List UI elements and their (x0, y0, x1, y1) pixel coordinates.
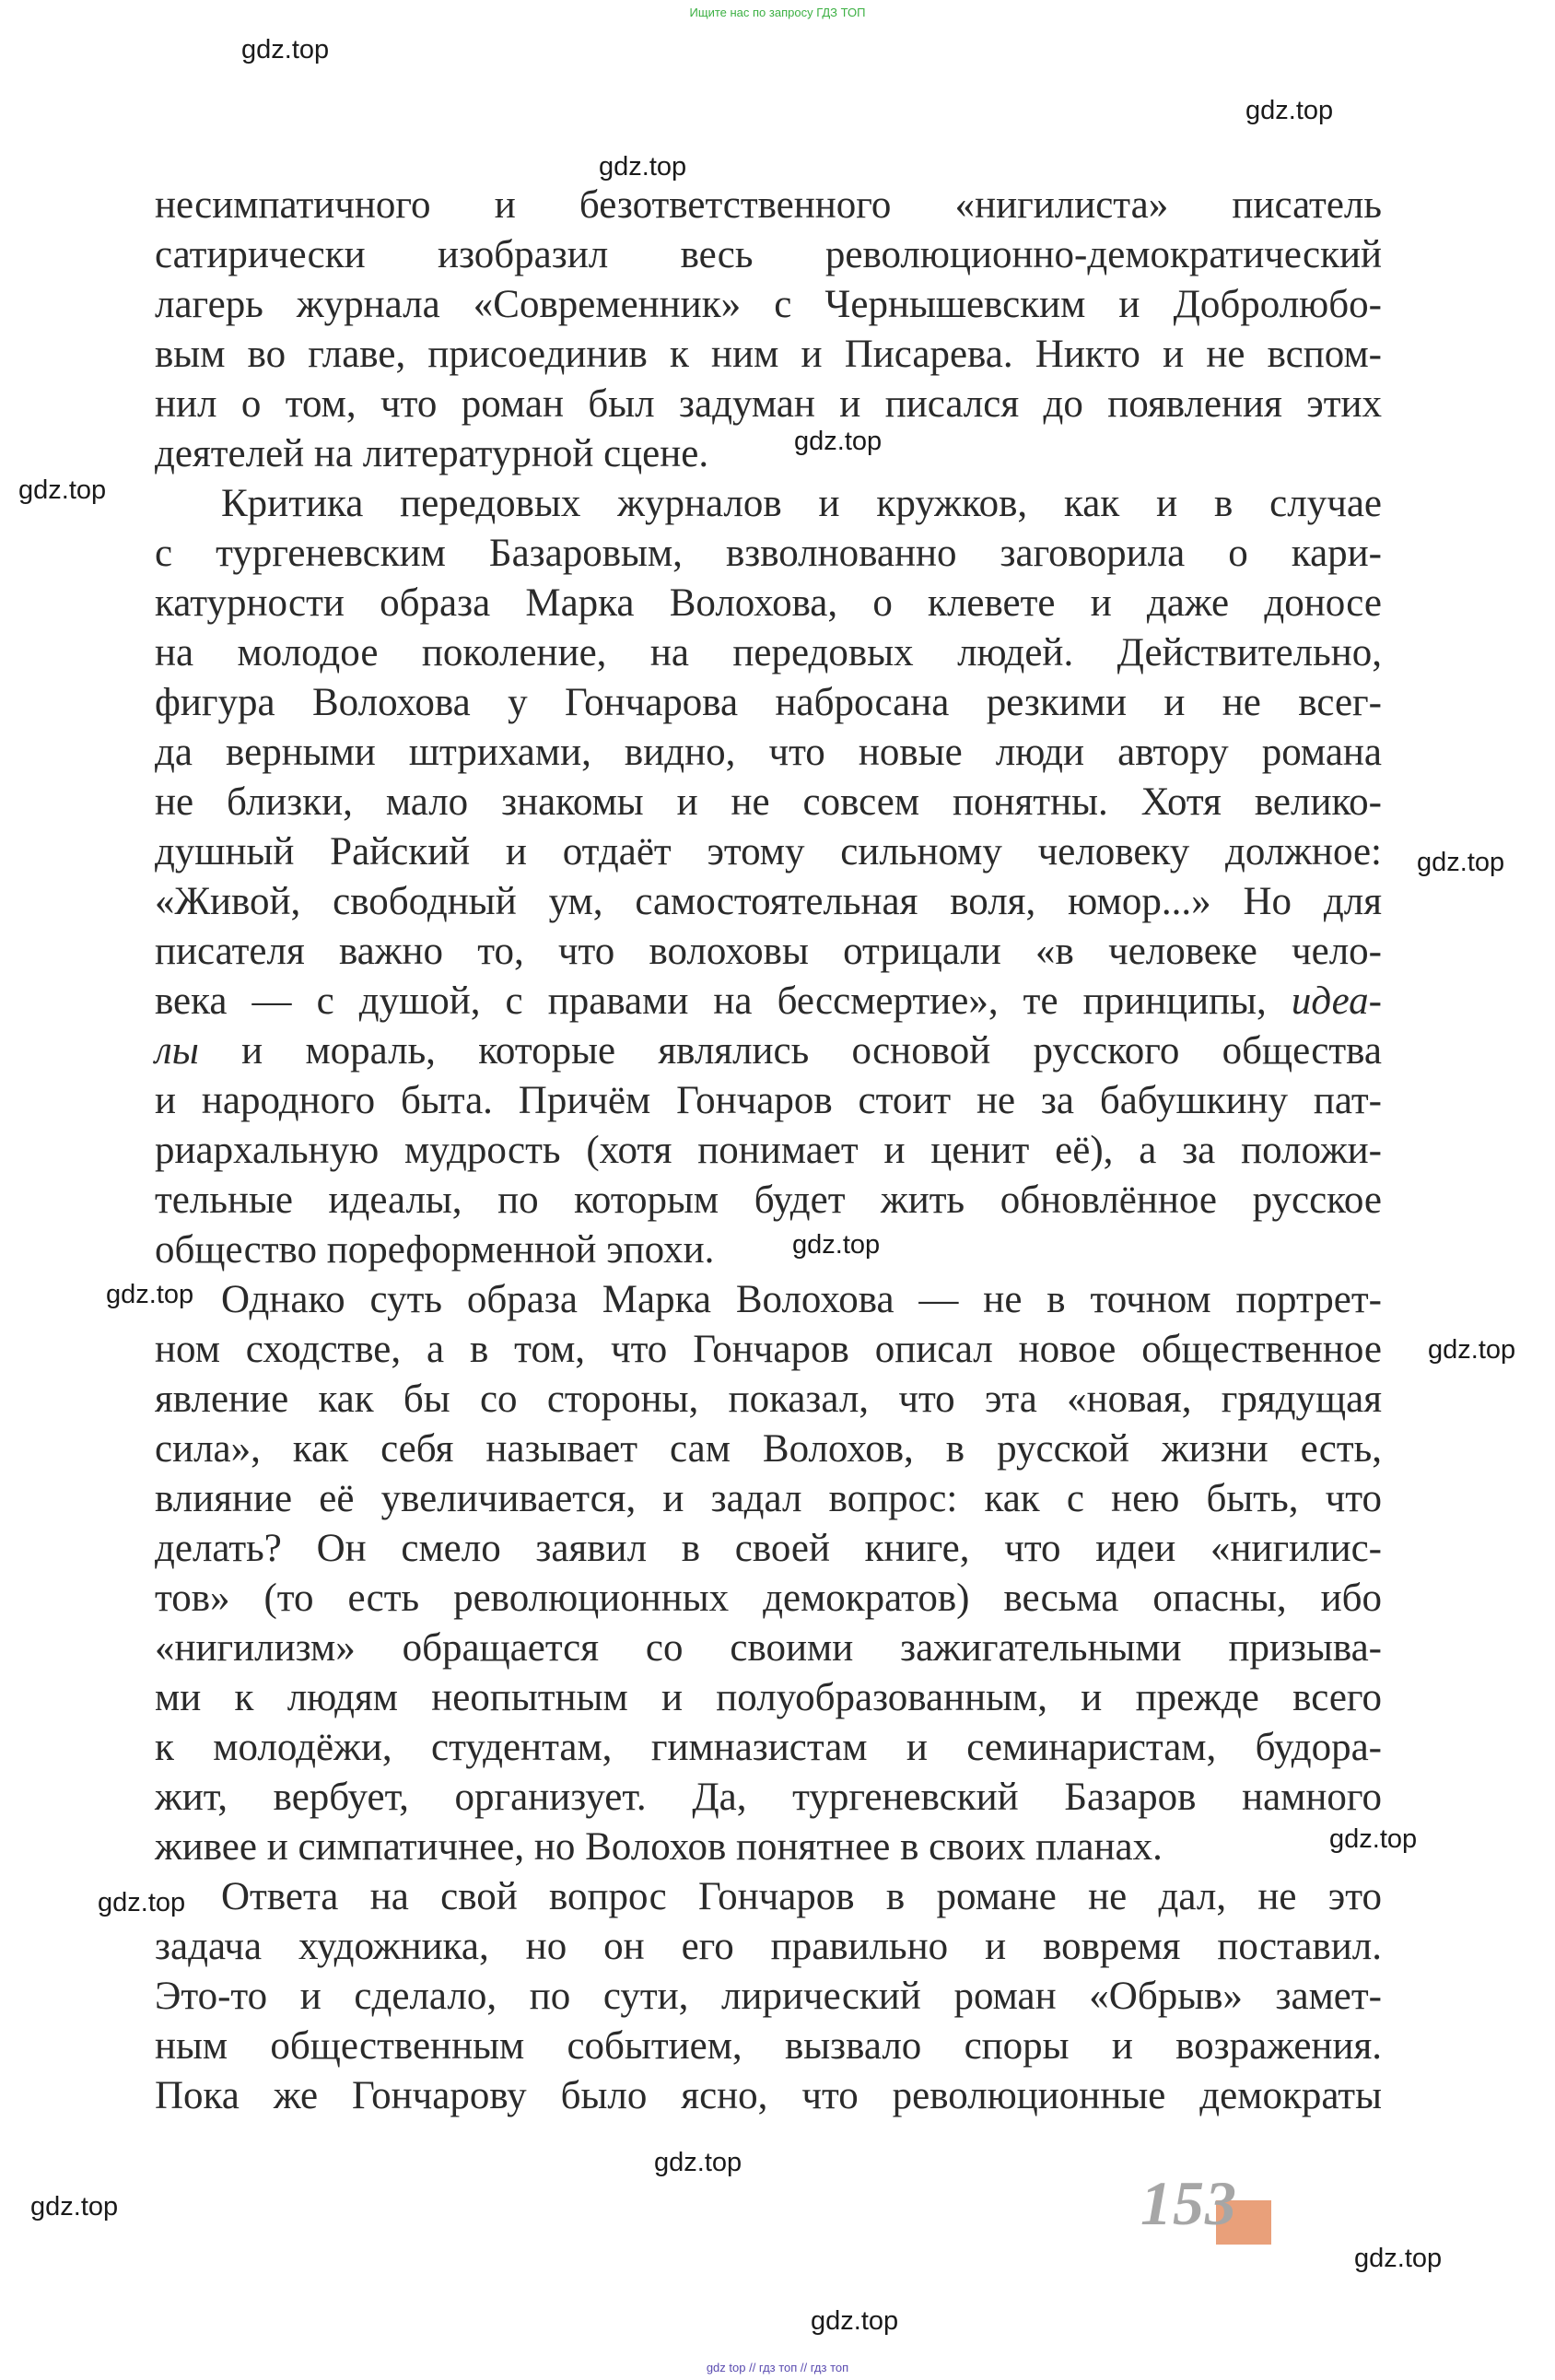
text-line: «Живой, свободный ум, самостоятельная воля, юмор...» Но для (155, 880, 1382, 923)
watermark: gdz.top (1245, 96, 1334, 125)
watermark: gdz.top (792, 1230, 881, 1260)
italic-word: лы (155, 1029, 199, 1073)
text-line: сатирически изобразил весь революционно-демократический (155, 233, 1382, 276)
header-note: Ищите нас по запросу ГДЗ ТОП (689, 6, 866, 19)
watermark: gdz.top (811, 2306, 899, 2336)
text-line: да верными штрихами, видно, что новые люди автору романа (155, 731, 1382, 774)
text-line: фигура Волохова у Гончарова набросана резкими и не всег- (155, 681, 1382, 724)
body-text (155, 181, 1382, 2121)
watermark: gdz.top (1329, 1824, 1418, 1854)
text-line: «нигилизм» обращается со своими зажигательными призыва- (155, 1626, 1382, 1670)
watermark: gdz.top (599, 152, 687, 182)
text-line: задача художника, но он его правильно и вовремя поставил. (155, 1925, 1382, 1968)
text-line: не близки, мало знакомы и не совсем понятны. Хотя велико- (155, 780, 1382, 824)
text-line: и народного быта. Причём Гончаров стоит не за бабушкину пат- (155, 1079, 1382, 1122)
text-line: риархальную мудрость (хотя понимает и ценит её), а за положи- (155, 1129, 1382, 1172)
text-line: Пока же Гончарову было ясно, что революционные демократы (155, 2074, 1382, 2117)
italic-word: идеа- (1291, 979, 1383, 1023)
text-line (155, 977, 1382, 1026)
watermark: gdz.top (654, 2148, 742, 2177)
text-line: вым во главе, присоединив к ним и Писарева. Никто и не вспом- (155, 333, 1382, 376)
text-line: Критика передовых журналов и кружков, как и в случае (221, 482, 1382, 525)
watermark: gdz.top (794, 427, 883, 456)
text-line: сила», как себя называет сам Волохов, в русской жизни есть, (155, 1427, 1382, 1471)
text-line: общество пореформенной эпохи. (155, 1228, 715, 1272)
text-line: влияние её увеличивается, и задал вопрос: как с нею быть, что (155, 1477, 1382, 1520)
text-line: несимпатичного и безответственного «нигилиста» писатель (155, 183, 1382, 227)
text-line: живее и симпатичнее, но Волохов понятнее в своих планах. (155, 1825, 1163, 1869)
watermark: gdz.top (18, 475, 107, 505)
watermark: gdz.top (1354, 2244, 1443, 2273)
watermark: gdz.top (98, 1888, 186, 1917)
text-line: к молодёжи, студентам, гимназистам и семинаристам, будора- (155, 1726, 1382, 1769)
text-line (155, 1026, 1382, 1076)
text-line: ным общественным событием, вызвало споры и возражения. (155, 2024, 1382, 2068)
text-line: душный Райский и отдаёт этому сильному человеку должное: (155, 830, 1382, 873)
text-line: деятелей на литературной сцене. (155, 432, 709, 475)
text-line: Это-то и сделало, по сути, лирический роман «Обрыв» замет- (155, 1975, 1382, 2018)
watermark: gdz.top (1428, 1335, 1516, 1365)
text-line: жит, вербует, организует. Да, тургеневский Базаров намного (155, 1776, 1382, 1819)
text-line: тов» (то есть революционных демократов) весьма опасны, ибо (155, 1577, 1382, 1620)
text-line: ном сходстве, а в том, что Гончаров описал новое общественное (155, 1328, 1382, 1371)
text-line: нил о том, что роман был задуман и писался до появления этих (155, 382, 1382, 426)
watermark: gdz.top (241, 35, 330, 64)
text-line: тельные идеалы, по которым будет жить обновлённое русское (155, 1178, 1382, 1222)
text-line: катурности образа Марка Волохова, о клевете и даже доносе (155, 581, 1382, 625)
text-segment: века — с душой, с правами на бессмертие», те принципы, (155, 979, 1267, 1023)
text-line: лагерь журнала «Современник» с Чернышевским и Добролюбо- (155, 283, 1382, 326)
page-number: 153 (1140, 2168, 1237, 2238)
footer-note: gdz top // гдз топ // гдз топ (706, 2361, 849, 2374)
text-line: явление как бы со стороны, показал, что эта «новая, грядущая (155, 1378, 1382, 1421)
text-line: с тургеневским Базаровым, взволнованно заговорила о кари- (155, 532, 1382, 575)
text-line: ми к людям неопытным и полуобразованным, и прежде всего (155, 1676, 1382, 1719)
text-line: Ответа на свой вопрос Гончаров в романе не дал, не это (221, 1875, 1382, 1918)
watermark: gdz.top (30, 2192, 119, 2222)
watermark: gdz.top (1417, 848, 1505, 877)
text-line: на молодое поколение, на передовых людей. Действительно, (155, 631, 1382, 674)
text-line: писателя важно то, что волоховы отрицали «в человеке чело- (155, 930, 1382, 973)
watermark: gdz.top (106, 1280, 194, 1309)
text-line: делать? Он смело заявил в своей книге, что идеи «нигилис- (155, 1527, 1382, 1570)
text-segment: и мораль, которые являлись основой русского общества (241, 1029, 1382, 1073)
text-line: Однако суть образа Марка Волохова — не в точном портрет- (221, 1278, 1382, 1321)
